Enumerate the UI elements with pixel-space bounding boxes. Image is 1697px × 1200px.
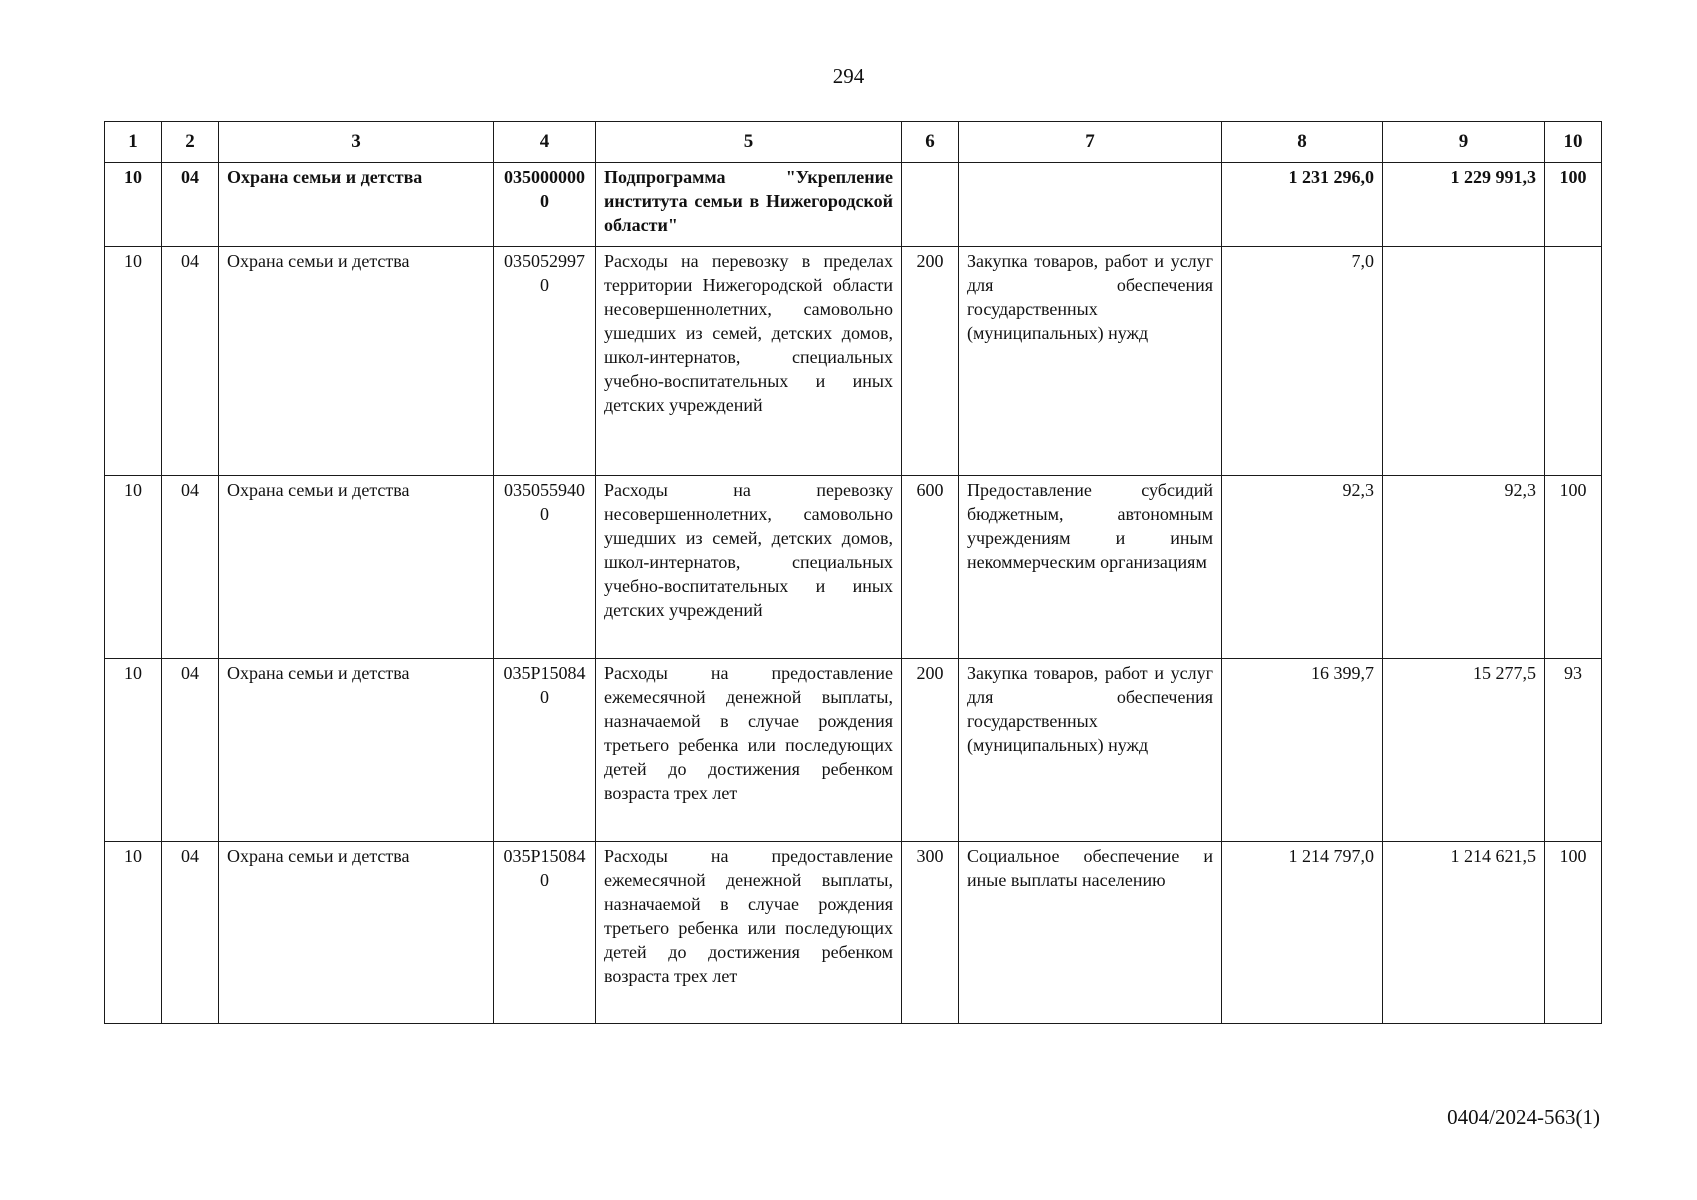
execution-percent: 93 (1545, 659, 1602, 842)
target-article-code: 0350559400 (494, 476, 596, 659)
target-article-name: Расходы на перевозку несовершеннолетних, самовольно ушедших из семей, детских домов, школ-интернатов, специальных учебно-воспитательных и иных детских учреждений (596, 476, 902, 659)
target-article-code: 035P150840 (494, 659, 596, 842)
section-code: 10 (105, 247, 162, 476)
target-article-name: Подпрограмма "Укрепление института семьи в Нижегородской области" (596, 163, 902, 247)
column-header: 4 (494, 122, 596, 163)
target-article-name: Расходы на перевозку в пределах территории Нижегородской области несовершеннолетних, самовольно ушедших из семей, детских домов, школ-интернатов, специальных учебно-воспитательных и иных детских учреждений (596, 247, 902, 476)
section-code: 10 (105, 163, 162, 247)
planned-amount: 16 399,7 (1222, 659, 1383, 842)
column-header: 8 (1222, 122, 1383, 163)
actual-amount: 1 229 991,3 (1383, 163, 1545, 247)
column-header: 2 (162, 122, 219, 163)
planned-amount: 1 214 797,0 (1222, 842, 1383, 1024)
expense-type-code (902, 163, 959, 247)
subsection-code: 04 (162, 163, 219, 247)
expense-type-name: Социальное обеспечение и иные выплаты населению (959, 842, 1222, 1024)
column-header: 9 (1383, 122, 1545, 163)
target-article-name: Расходы на предоставление ежемесячной денежной выплаты, назначаемой в случае рождения третьего ребенка или последующих детей до достижения ребенком возраста трех лет (596, 842, 902, 1024)
actual-amount (1383, 247, 1545, 476)
expense-type-name: Закупка товаров, работ и услуг для обеспечения государственных (муниципальных) нужд (959, 659, 1222, 842)
planned-amount: 7,0 (1222, 247, 1383, 476)
expense-type-name (959, 163, 1222, 247)
table-row (105, 247, 1602, 476)
actual-amount: 1 214 621,5 (1383, 842, 1545, 1024)
section-name: Охрана семьи и детства (219, 247, 494, 476)
column-header: 3 (219, 122, 494, 163)
table-row (105, 476, 1602, 659)
section-name: Охрана семьи и детства (219, 163, 494, 247)
table-row (105, 163, 1602, 247)
section-name: Охрана семьи и детства (219, 842, 494, 1024)
expense-type-name: Предоставление субсидий бюджетным, автономным учреждениям и иным некоммерческим организациям (959, 476, 1222, 659)
target-article-code: 035P150840 (494, 842, 596, 1024)
execution-percent: 100 (1545, 842, 1602, 1024)
column-header: 10 (1545, 122, 1602, 163)
section-name: Охрана семьи и детства (219, 659, 494, 842)
expense-type-code: 200 (902, 247, 959, 476)
column-header: 5 (596, 122, 902, 163)
target-article-code: 0350000000 (494, 163, 596, 247)
column-header: 7 (959, 122, 1222, 163)
table-row (105, 842, 1602, 1024)
planned-amount: 92,3 (1222, 476, 1383, 659)
budget-table (104, 121, 1602, 1024)
target-article-name: Расходы на предоставление ежемесячной денежной выплаты, назначаемой в случае рождения третьего ребенка или последующих детей до достижения ребенком возраста трех лет (596, 659, 902, 842)
page-number: 294 (832, 64, 865, 88)
table-row (105, 659, 1602, 842)
document-code: 0404/2024-563(1) (1447, 1105, 1600, 1129)
subsection-code: 04 (162, 476, 219, 659)
expense-type-code: 600 (902, 476, 959, 659)
section-code: 10 (105, 476, 162, 659)
subsection-code: 04 (162, 842, 219, 1024)
table-header-row (105, 122, 1602, 163)
execution-percent: 100 (1545, 163, 1602, 247)
expense-type-code: 300 (902, 842, 959, 1024)
subsection-code: 04 (162, 247, 219, 476)
column-header: 1 (105, 122, 162, 163)
execution-percent: 100 (1545, 476, 1602, 659)
execution-percent (1545, 247, 1602, 476)
actual-amount: 15 277,5 (1383, 659, 1545, 842)
target-article-code: 0350529970 (494, 247, 596, 476)
expense-type-name: Закупка товаров, работ и услуг для обеспечения государственных (муниципальных) нужд (959, 247, 1222, 476)
expense-type-code: 200 (902, 659, 959, 842)
column-header: 6 (902, 122, 959, 163)
actual-amount: 92,3 (1383, 476, 1545, 659)
section-code: 10 (105, 659, 162, 842)
section-code: 10 (105, 842, 162, 1024)
planned-amount: 1 231 296,0 (1222, 163, 1383, 247)
subsection-code: 04 (162, 659, 219, 842)
section-name: Охрана семьи и детства (219, 476, 494, 659)
